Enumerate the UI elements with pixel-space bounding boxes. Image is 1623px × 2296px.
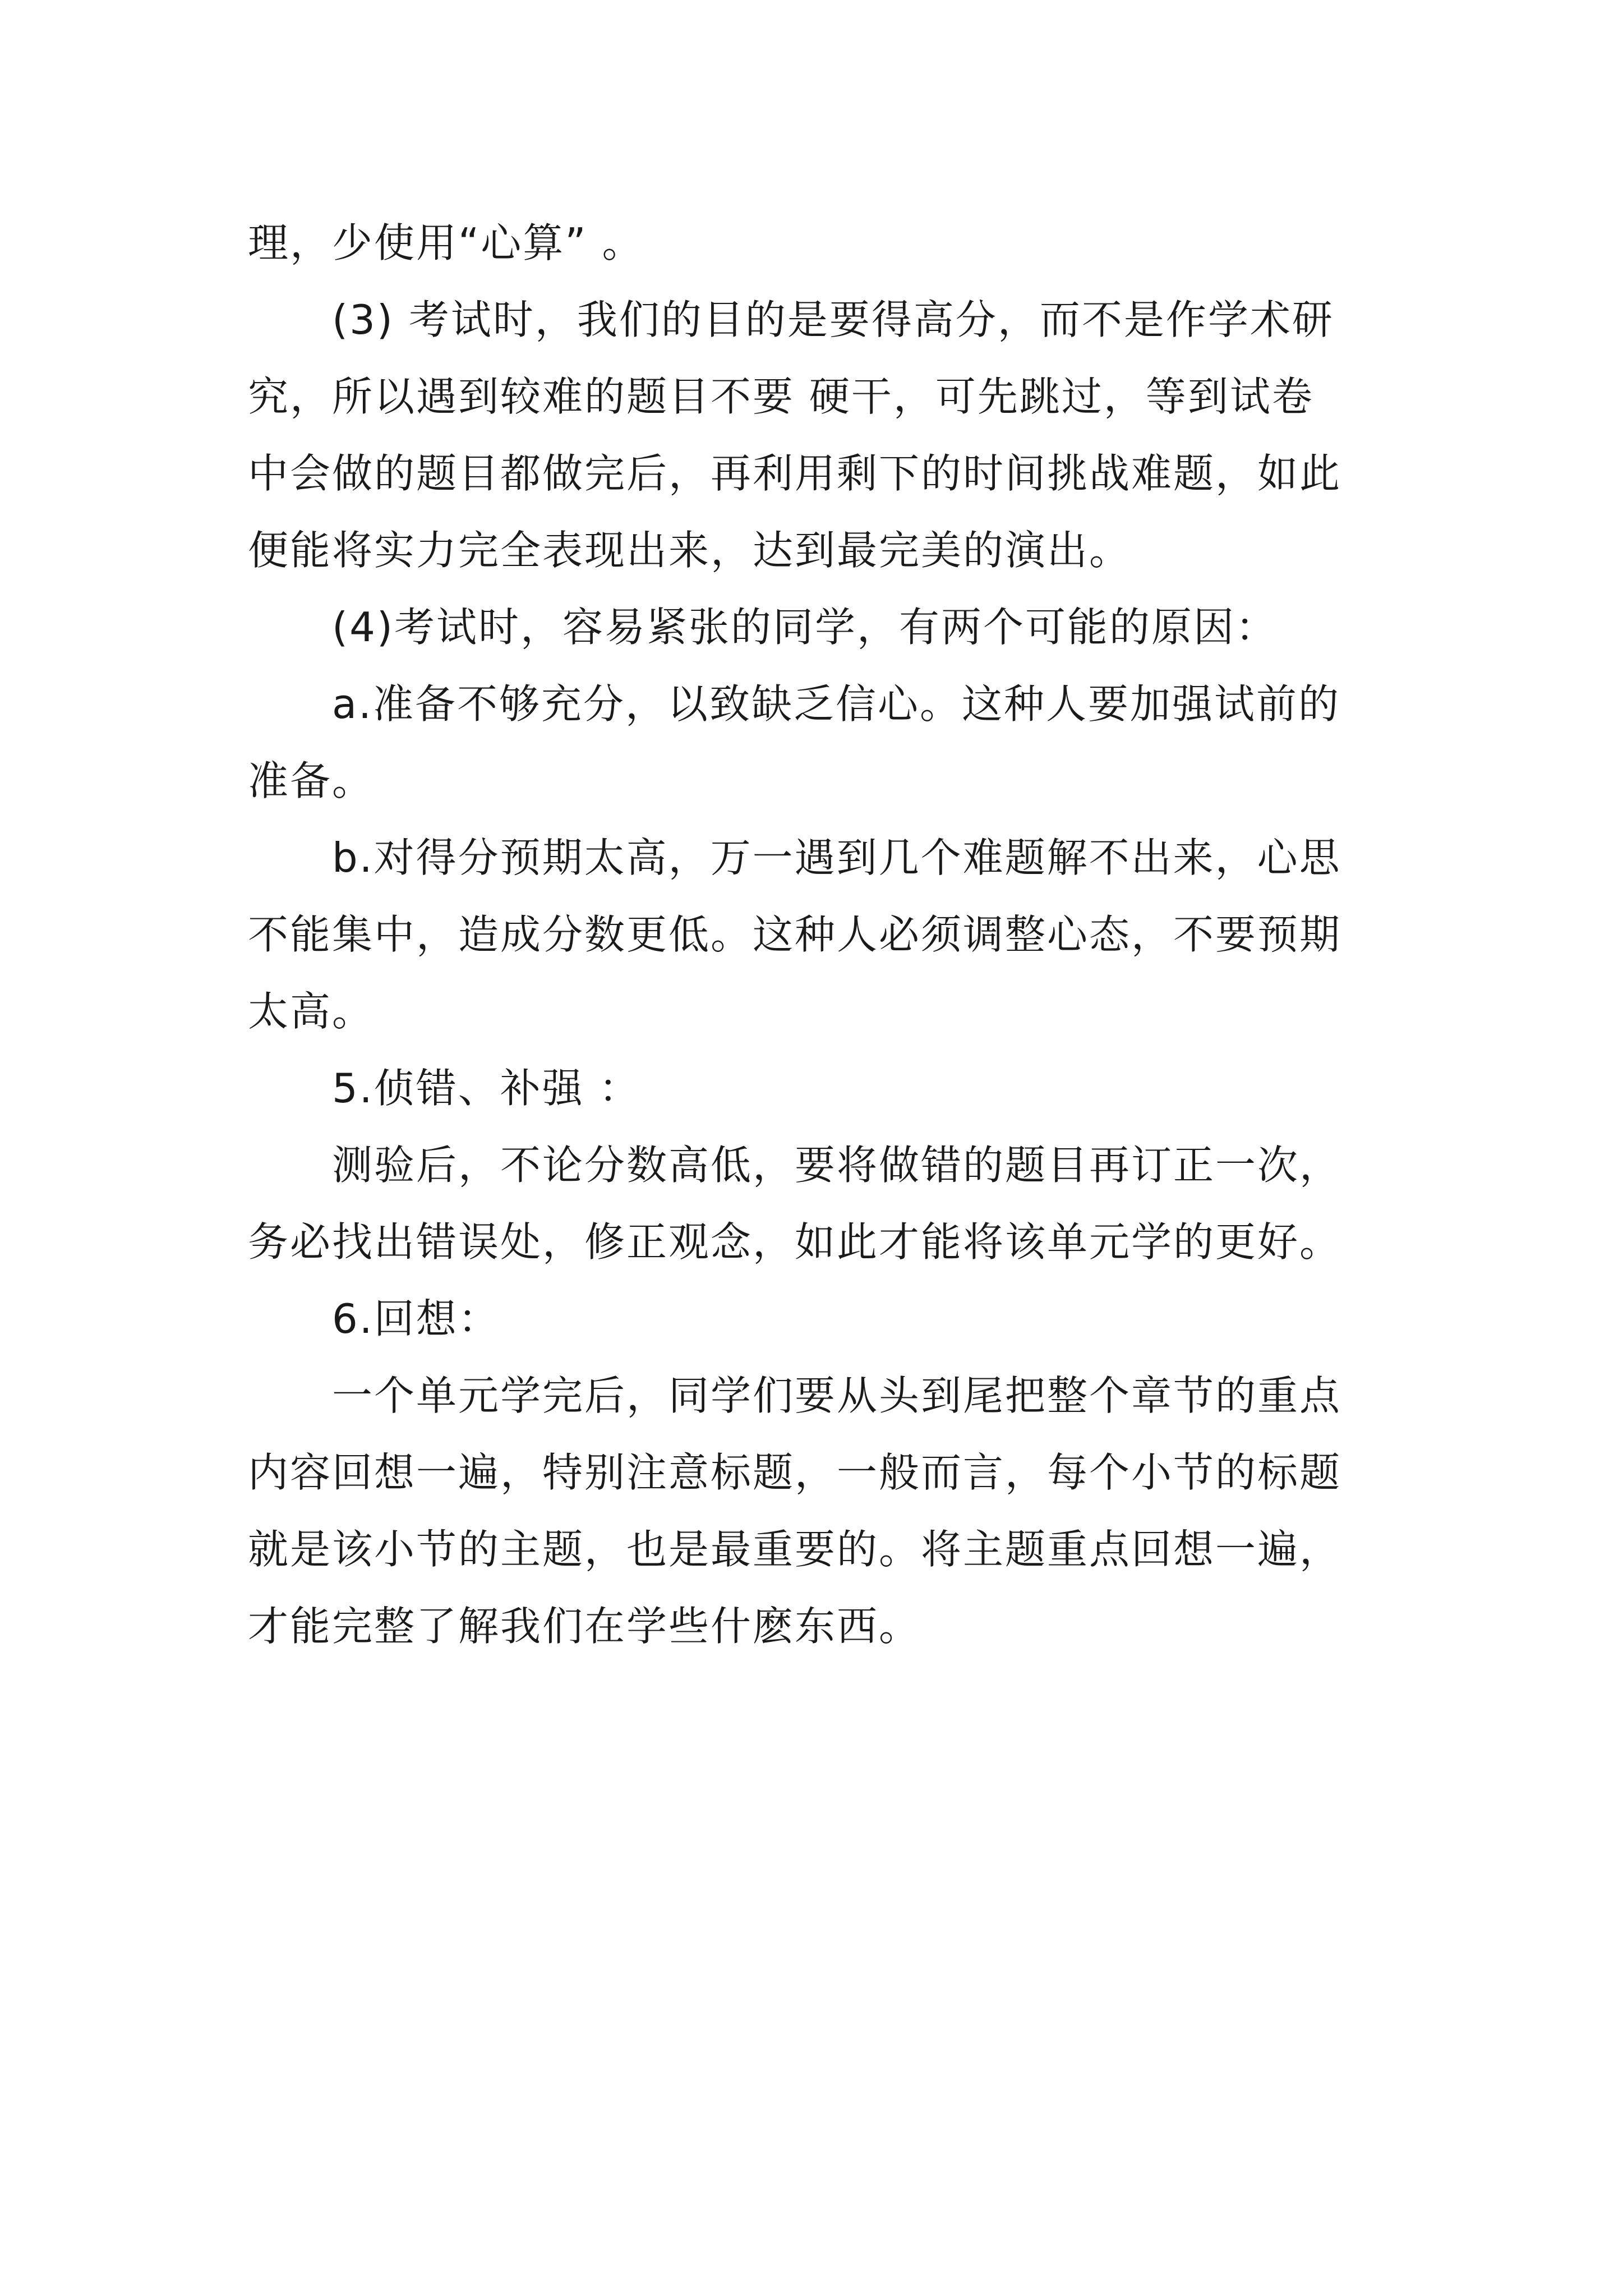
section-heading: 5.侦错、补强 ：	[332, 1065, 641, 1112]
text-line: b.对得分预期太高，万一遇到几个难题解不出来，心思	[332, 834, 1341, 881]
text-line: 一个单元学完后，同学们要从头到尾把整个章节的重点	[332, 1372, 1342, 1419]
text-line: (3) 考试时，我们的目的是要得高分，而不是作学术研	[332, 296, 1334, 343]
text-line: 务必找出错误处，修正观念，如此才能将该单元学的更好。	[248, 1218, 1342, 1266]
text-line: 才能完整了解我们在学些什麽东西。	[248, 1603, 921, 1650]
text-line: 便能将实力完全表现出来，达到最完美的演出。	[248, 527, 1132, 574]
text-line: 究，所以遇到较难的题目不要 硬干，可先跳过，等到试卷	[248, 373, 1314, 420]
text-line: 理，少使用“心算” 。	[248, 219, 644, 266]
text-line: 准备。	[248, 757, 375, 804]
document-body	[248, 205, 1398, 1665]
text-line: 太高。	[248, 988, 375, 1035]
text-line: 测验后，不论分数高低，要将做错的题目再订正一次，	[332, 1142, 1342, 1189]
text-line: a.准备不够充分，以致缺乏信心。这种人要加强试前的	[332, 680, 1341, 728]
text-line: 内容回想一遍，特别注意标题，一般而言，每个小节的标题	[248, 1449, 1342, 1496]
section-heading: 6.回想：	[332, 1295, 500, 1342]
text-line: 不能集中，造成分数更低。这种人必须调整心态，不要预期	[248, 911, 1342, 958]
text-line: 就是该小节的主题，也是最重要的。将主题重点回想一遍，	[248, 1526, 1342, 1573]
text-line: (4)考试时，容易紧张的同学，有两个可能的原因：	[332, 604, 1278, 651]
text-line: 中会做的题目都做完后，再利用剩下的时间挑战难题，如此	[248, 450, 1342, 497]
